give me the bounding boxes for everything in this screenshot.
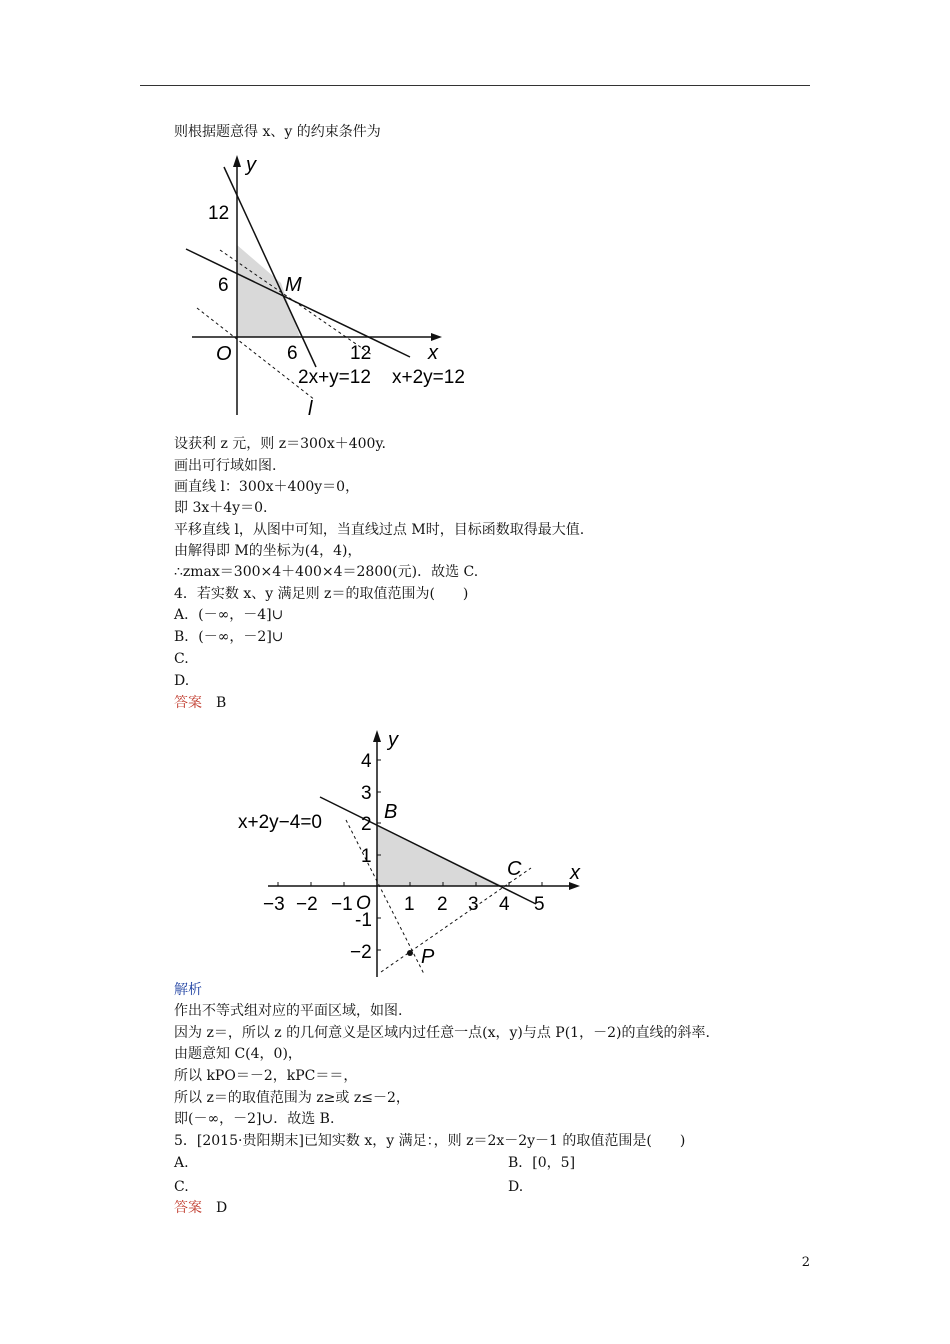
page-number: 2 <box>801 1255 810 1270</box>
x-tick-label: 1 <box>404 894 415 915</box>
answer-5 <box>174 1198 227 1218</box>
option-d: D. <box>508 1179 524 1195</box>
text-line: 因为 z＝，所以 z 的几何意义是区域内过任意一点(x，y)与点 P(1，－2)的直线的斜率. <box>174 1025 710 1041</box>
header-rule <box>140 85 810 86</box>
option-c: C. <box>174 1179 189 1195</box>
text-line: 设获利 z 元，则 z＝300x＋400y. <box>174 436 386 452</box>
text-line: 画出可行域如图. <box>174 458 277 474</box>
analysis-label: 解析 <box>174 982 202 998</box>
x-tick-label: 2 <box>437 894 448 915</box>
y-tick-label: 1 <box>361 846 372 867</box>
x-tick-label: −2 <box>296 894 318 915</box>
question-5: 5．[2015·贵阳期末]已知实数 x，y 满足：，则 z＝2x－2y－1 的取值范围是( ) <box>174 1133 686 1149</box>
tick-y-12: 12 <box>208 203 230 224</box>
point-p <box>407 950 413 956</box>
line-equation-label: x+2y−4=0 <box>238 812 322 833</box>
option-c: C. <box>174 651 189 667</box>
x-tick-label: −1 <box>331 894 353 915</box>
option-d: D. <box>174 673 190 689</box>
y-axis-arrow <box>233 155 241 167</box>
option-b: B．[0，5] <box>508 1155 576 1171</box>
text-line: 所以 kPO＝－2，kPC＝＝， <box>174 1068 358 1084</box>
y-axis-label: y <box>246 154 256 176</box>
answer-4 <box>174 693 226 713</box>
text-line: 即 3x＋4y＝0. <box>174 500 268 516</box>
answer-value: D <box>216 1200 228 1216</box>
answer-value: B <box>216 695 227 711</box>
text-line: 由解得即 M的坐标为(4，4)， <box>174 543 362 559</box>
line-x-2y-4 <box>320 797 536 904</box>
text-line: 平移直线 l，从图中可知，当直线过点 M时，目标函数取得最大值. <box>174 522 585 538</box>
option-b: B．(－∞，－2]∪ <box>174 629 284 645</box>
line-label-l: l <box>308 398 313 420</box>
y-axis-arrow <box>373 730 381 742</box>
figure-2 <box>228 722 608 984</box>
x-axis-label: x <box>428 342 438 364</box>
x-tick-label: 4 <box>499 894 510 915</box>
point-c-label: C <box>507 858 522 880</box>
line-label-x-2y-12: x+2y=12 <box>392 367 465 388</box>
y-tick-label: −2 <box>350 942 372 963</box>
tick-x-12: 12 <box>350 343 372 364</box>
y-tick-label: 2 <box>361 814 372 835</box>
origin-label: O <box>356 893 371 914</box>
tick-y-6: 6 <box>218 275 229 296</box>
x-tick-label: 3 <box>468 894 479 915</box>
text-line: 画直线 l：300x＋400y＝0， <box>174 479 360 495</box>
option-a: A．(－∞，－4]∪ <box>174 607 284 623</box>
text-line: ∴zmax＝300×4＋400×4＝2800(元)．故选 C. <box>174 564 479 580</box>
point-m-label: M <box>285 274 302 296</box>
x-axis-label: x <box>570 862 580 884</box>
answer-label: 答案 <box>174 695 202 711</box>
y-axis-label: y <box>388 729 398 751</box>
text-line: 由题意知 C(4，0)， <box>174 1046 302 1062</box>
y-tick-label: -1 <box>355 910 372 931</box>
line-label-2x-y-12: 2x+y=12 <box>298 367 371 388</box>
point-b-label: B <box>384 801 398 823</box>
x-tick-label: 5 <box>534 894 545 915</box>
point-p-label: P <box>421 946 435 968</box>
y-tick-label: 4 <box>361 751 372 772</box>
tick-x-6: 6 <box>287 343 298 364</box>
x-tick-label: −3 <box>263 894 285 915</box>
option-a: A. <box>174 1155 189 1171</box>
text-line: 所以 z＝的取值范围为 z≥或 z≤－2， <box>174 1090 410 1106</box>
line-x-2y-12 <box>186 249 410 357</box>
x-axis-arrow <box>431 333 442 341</box>
answer-label: 答案 <box>174 1200 202 1216</box>
y-tick-label: 3 <box>361 783 372 804</box>
text-line: 则根据题意得 x、y 的约束条件为 <box>174 124 381 140</box>
text-line: 作出不等式组对应的平面区域，如图. <box>174 1003 403 1019</box>
question-4: 4．若实数 x、y 满足则 z＝的取值范围为( ) <box>174 586 469 602</box>
text-line: 即(－∞，－2]∪．故选 B. <box>174 1111 335 1127</box>
figure-1 <box>180 145 500 425</box>
origin-label: O <box>216 343 232 365</box>
